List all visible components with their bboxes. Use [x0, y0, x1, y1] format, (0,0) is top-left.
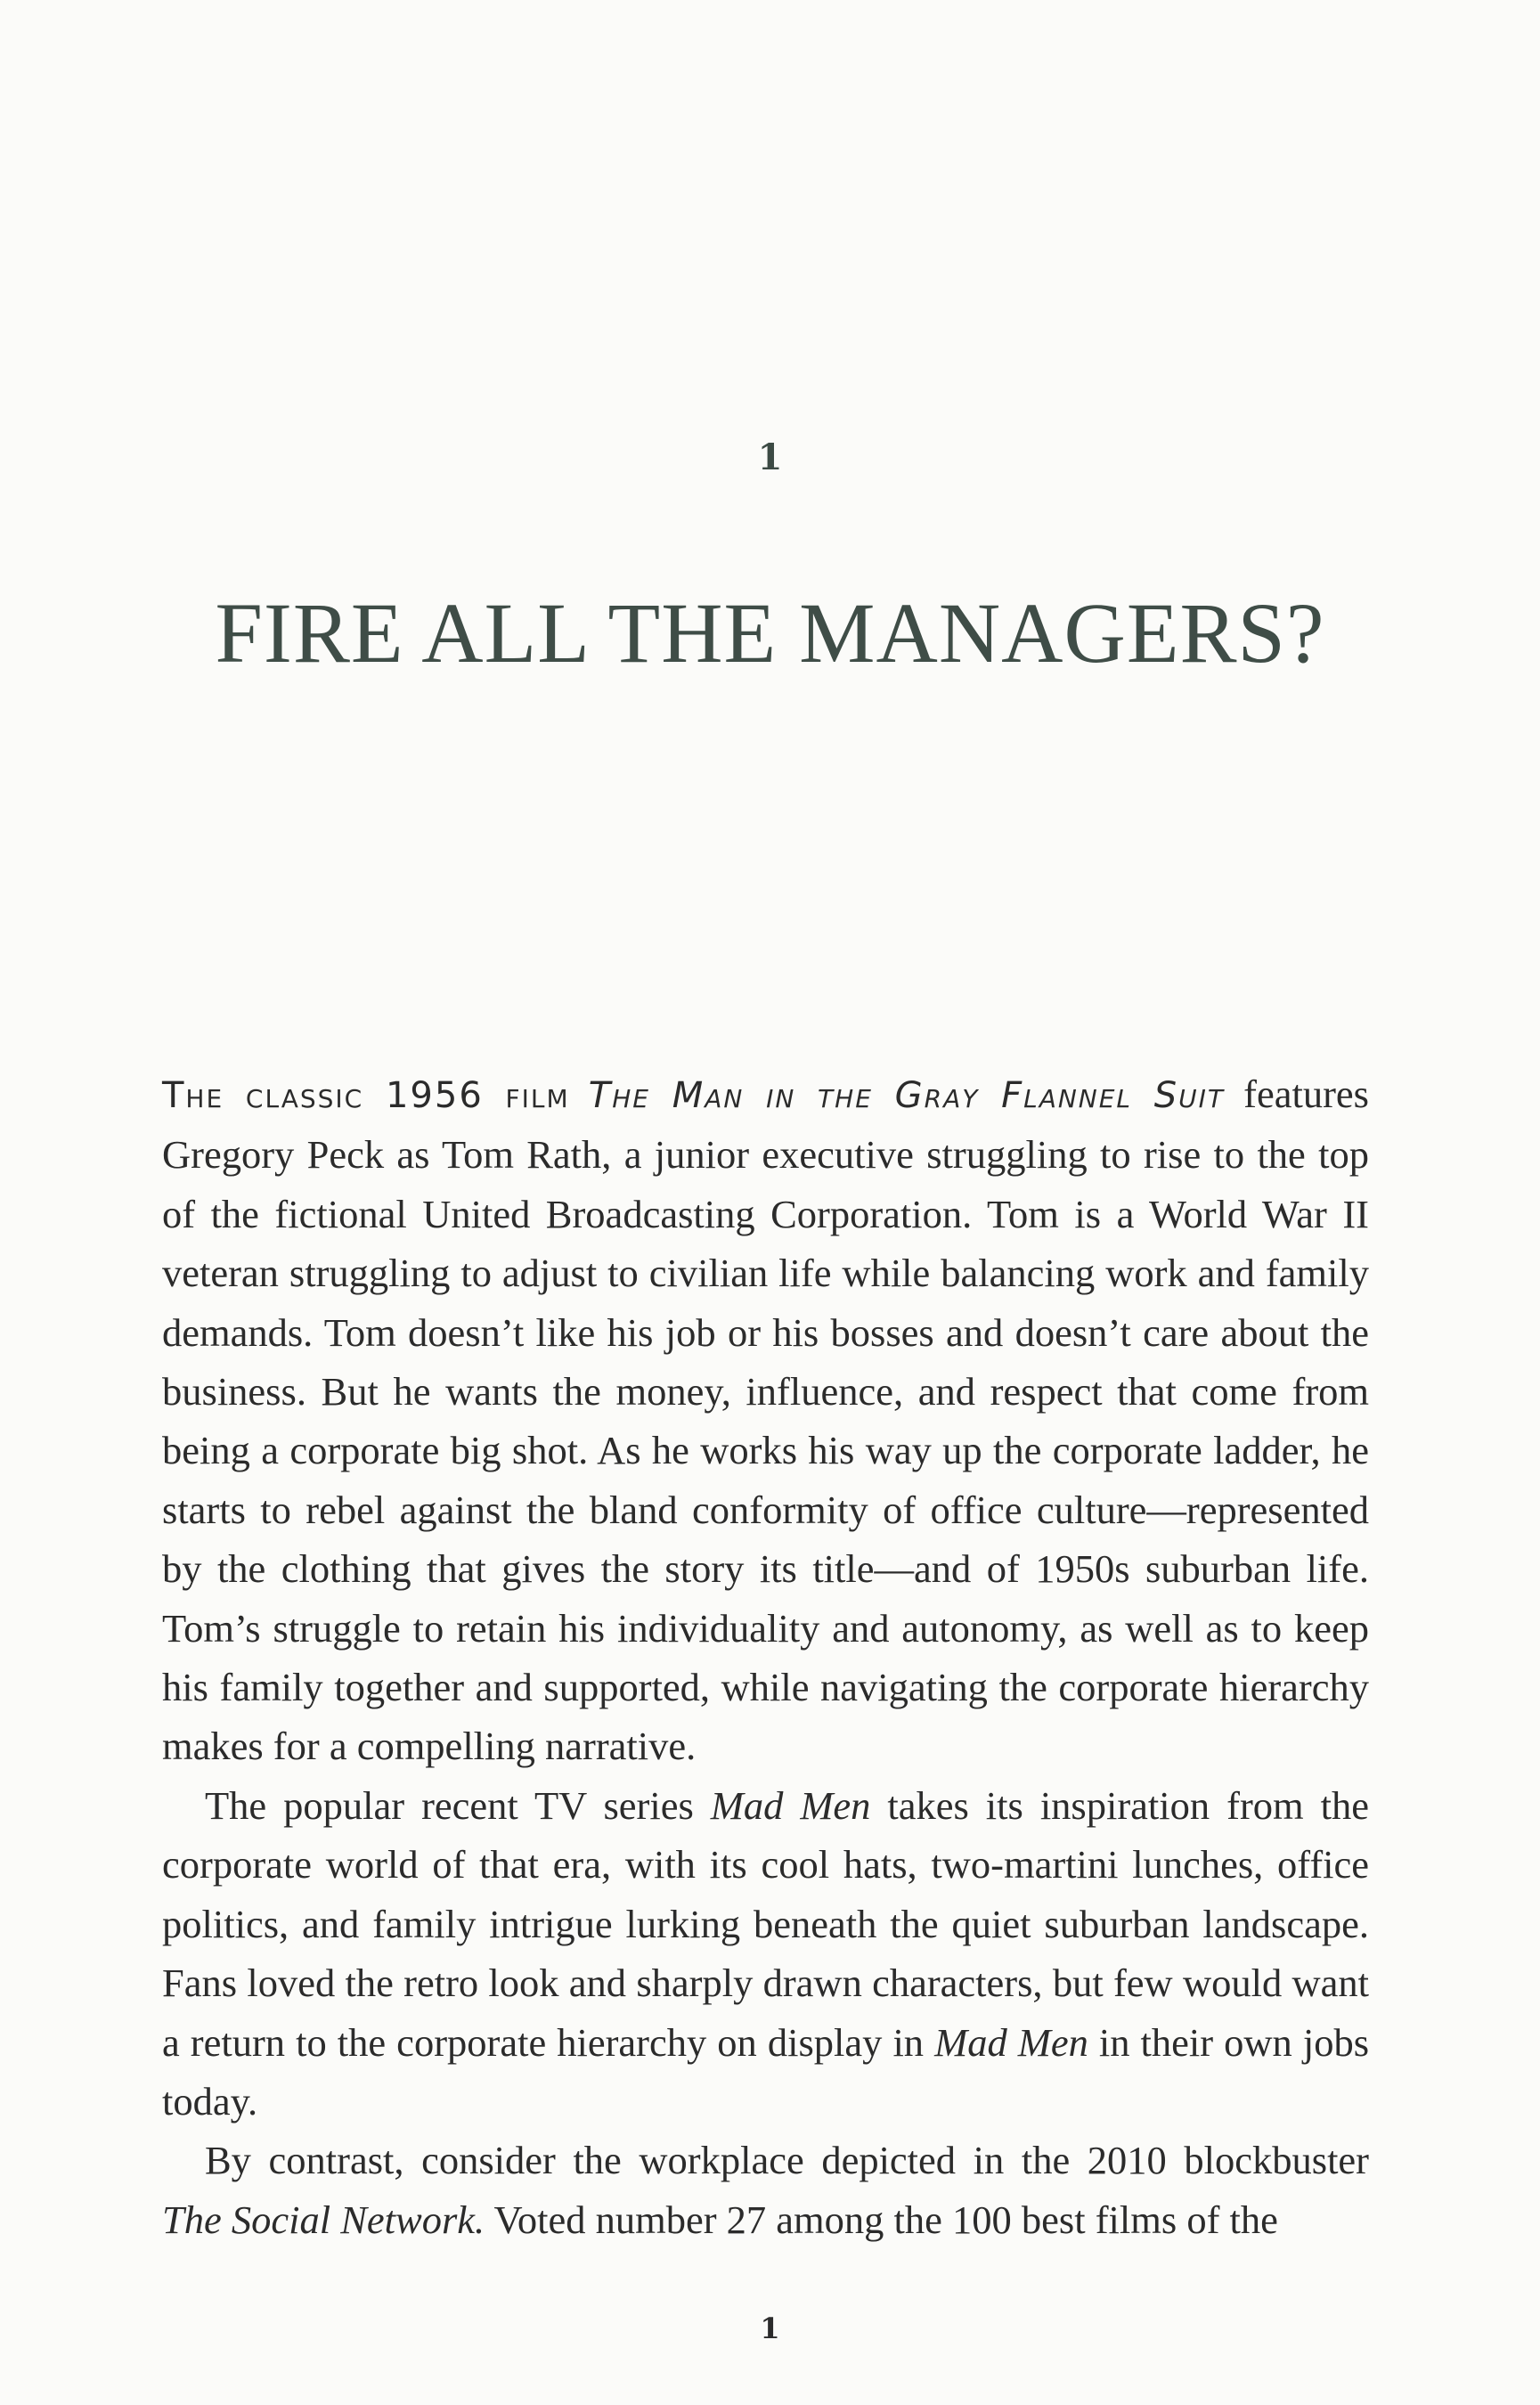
paragraph-1 [162, 1064, 1369, 1776]
paragraph-2-text-c: in their own jobs today. [162, 2019, 1370, 2124]
paragraph-3-text-a: By contrast, consider the workplace depicted in the 2010 blockbuster [205, 2138, 1369, 2183]
paragraph-3-text-b: Voted number 27 among the 100 best films of the [493, 2197, 1278, 2242]
paragraph-2 [162, 1776, 1369, 2131]
paragraph-3 [162, 2131, 1369, 2249]
film-title: The Man in the Gray Flannel Suit [588, 1075, 1226, 1116]
chapter-title: FIRE ALL THE MANAGERS? [215, 585, 1325, 681]
chapter-number: 1 [757, 436, 783, 478]
series-title-repeat: Mad Men [934, 2019, 1088, 2065]
series-title: Mad Men [710, 1782, 871, 1828]
paragraph-2-text-b: takes its inspiration from the corporate world of that era, with its cool hats, two-martini lunches, office politics, and family intrigue lurking beneath the quiet suburban landscape. Fans loved the retro look and sharply drawn characters, but few would want a return to the corporate hierarchy on display in [162, 1782, 1369, 2065]
chapter-body [162, 1064, 1369, 2249]
film-title-2: The Social Network. [162, 2197, 485, 2242]
paragraph-2-text-a: The popular recent TV series [205, 1782, 694, 1828]
page-number: 1 [760, 2311, 780, 2345]
lead-in-text: The classic 1956 film [162, 1075, 570, 1116]
paragraph-1-text: features Gregory Peck as Tom Rath, a junior executive struggling to rise to the top of the fictional United Broadcasting Corporation. Tom is a World War II veteran struggling to adjust to civilian life while balancing work and family demands. Tom doesn’t like his job or his bosses and doesn’t care about the business. But he wants the money, influence, and respect that come from being a corporate big shot. As he works his way up the corporate ladder, he starts to rebel against the bland conformity of office culture—represented by the clothing that gives the story its title—and of 1950s suburban life. Tom’s struggle to retain his individuality and autonomy, as well as to keep his family together and supported, while navigating the corporate hierarchy makes for a compelling narrative. [162, 1072, 1369, 1769]
